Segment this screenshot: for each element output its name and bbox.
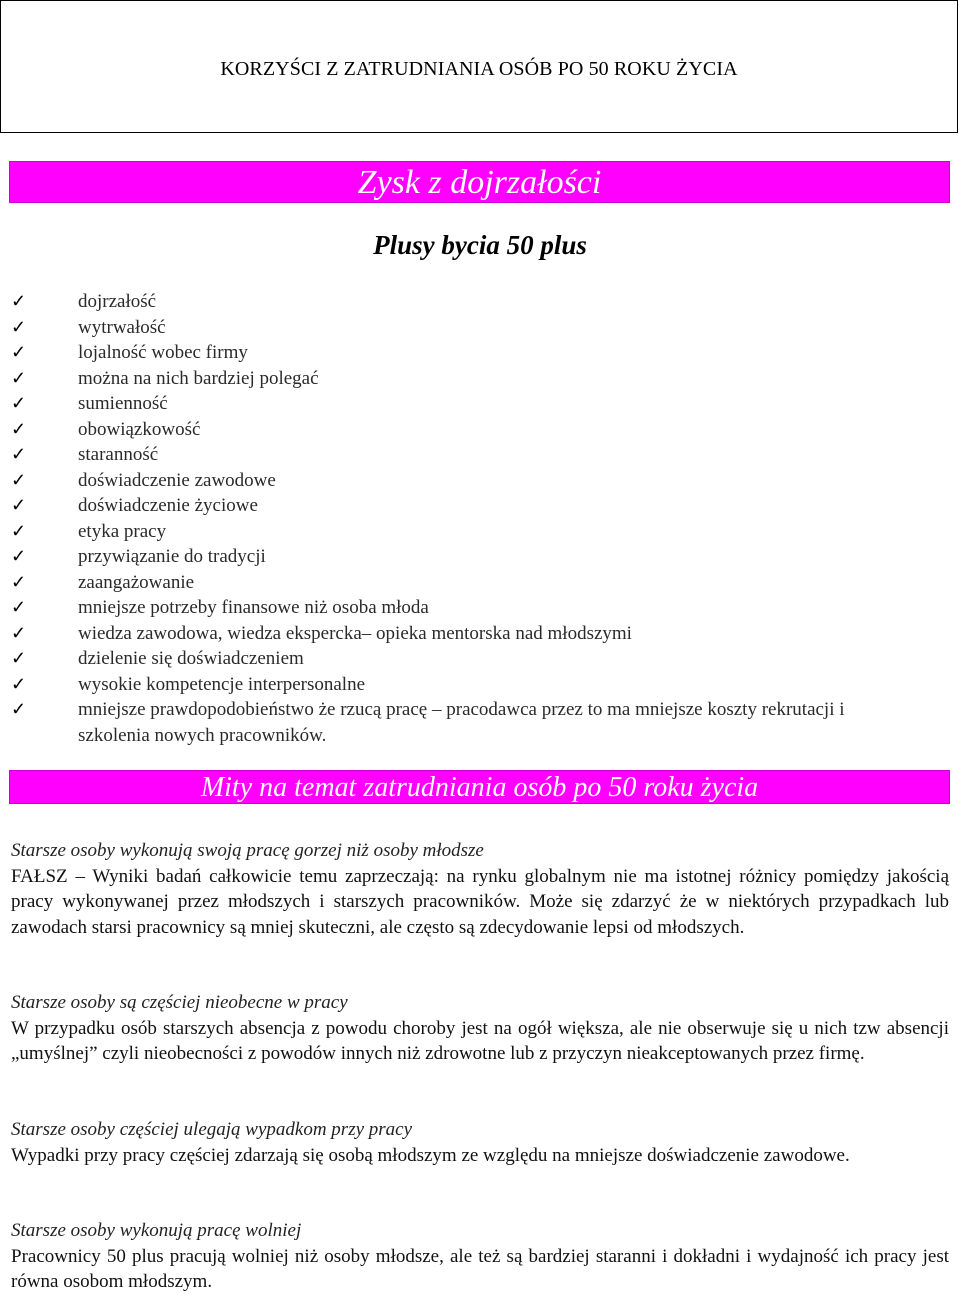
- list-item: [0, 315, 900, 341]
- myth-heading: Starsze osoby częściej ulegają wypadkom przy pracy: [11, 1119, 413, 1140]
- list-item-text: wiedza zawodowa, wiedza ekspercka– opieka mentorska nad młodszymi: [78, 622, 632, 644]
- list-item-text: przywiązanie do tradycji: [78, 546, 266, 567]
- checkmark-icon: ✓: [11, 520, 27, 541]
- checkmark-icon: ✓: [11, 648, 27, 668]
- list-item-text: można na nich bardziej polegać: [78, 367, 319, 389]
- checkmark-icon: ✓: [11, 342, 27, 362]
- list-item-text: lojalność wobec firmy: [78, 342, 248, 363]
- checkmark-icon: ✓: [11, 495, 27, 515]
- checkmark-icon: ✓: [11, 469, 27, 490]
- checkmark-icon: ✓: [11, 622, 27, 643]
- list-item: [0, 672, 900, 698]
- list-item: [0, 697, 900, 748]
- list-item-text: doświadczenie zawodowe: [78, 469, 276, 491]
- checkmark-icon: ✓: [11, 571, 27, 592]
- myth-block: [11, 1117, 949, 1168]
- myth-paragraph: Wypadki przy pracy częściej zdarzają się osobą młodszym ze względu na mniejsze doświadczenie zawodowe.: [11, 1144, 850, 1166]
- list-item-text: obowiązkowość: [78, 418, 201, 440]
- benefits-list: [0, 289, 900, 748]
- list-item: [0, 468, 900, 494]
- list-item: [0, 340, 900, 366]
- section-title-myths: Mity na temat zatrudniania osób po 50 roku życia: [200, 772, 759, 803]
- list-item-text: staranność: [78, 444, 159, 465]
- section-subtitle: [0, 230, 960, 261]
- checkmark-icon: ✓: [11, 291, 27, 311]
- document-title: KORZYŚCI Z ZATRUDNIANIA OSÓB PO 50 ROKU ŻYCIA: [220, 58, 738, 80]
- list-item-text: mniejsze prawdopodobieństwo że rzucą pracę – pracodawca przez to ma mniejsze koszty rekrutacji i szkolenia nowych pracowników.: [78, 699, 845, 746]
- checkmark-icon: ✓: [11, 316, 27, 337]
- list-item-text: wytrwałość: [78, 316, 166, 338]
- list-item: [0, 391, 900, 417]
- list-item: [0, 570, 900, 596]
- list-item-text: zaangażowanie: [78, 571, 195, 593]
- checkmark-icon: ✓: [11, 699, 27, 719]
- myth-paragraph: FAŁSZ – Wyniki badań całkowicie temu zaprzeczają: na rynku globalnym nie ma istotnej różnicy pomiędzy jakością pracy wykonywanej przez młodszych i starszych pracowników. Może się zdarzyć że w niektórych przypadkach lub zawodach starsi pracownicy są mniej skuteczni, ale często są zdecydowanie lepsi od młodszych.: [11, 865, 949, 938]
- myth-heading: Starsze osoby wykonują swoją pracę gorzej niż osoby młodsze: [11, 840, 484, 861]
- subtitle-text: Plusy bycia 50 plus: [373, 230, 587, 260]
- section-banner-benefits: [9, 161, 950, 203]
- checkmark-icon: ✓: [11, 393, 27, 413]
- checkmark-icon: ✓: [11, 444, 27, 464]
- list-item-text: etyka pracy: [78, 520, 167, 542]
- section-title-benefits: Zysk z dojrzałości: [357, 164, 602, 201]
- section-banner-myths: [9, 770, 950, 804]
- list-item: [0, 417, 900, 443]
- list-item-text: wysokie kompetencje interpersonalne: [78, 673, 366, 695]
- checkmark-icon: ✓: [11, 418, 27, 439]
- checkmark-icon: ✓: [11, 597, 27, 617]
- checkmark-icon: ✓: [11, 673, 27, 694]
- list-item: [0, 442, 900, 468]
- list-item: [0, 493, 900, 519]
- myth-block: [11, 990, 949, 1067]
- list-item: [0, 646, 900, 672]
- myth-paragraph: Pracownicy 50 plus pracują wolniej niż osoby młodsze, ale też są bardziej staranni i dokładni i wydajność ich pracy jest równa osobom młodszym.: [11, 1245, 949, 1292]
- list-item: [0, 544, 900, 570]
- list-item-text: doświadczenie życiowe: [78, 495, 258, 516]
- list-item: [0, 519, 900, 545]
- list-item-text: dzielenie się doświadczeniem: [78, 648, 304, 669]
- list-item-text: dojrzałość: [78, 291, 157, 312]
- myth-heading: Starsze osoby wykonują pracę wolniej: [11, 1220, 302, 1241]
- list-item: [0, 621, 900, 647]
- document-header-box: [0, 0, 958, 133]
- list-item: [0, 595, 900, 621]
- checkmark-icon: ✓: [11, 367, 27, 388]
- myth-heading: Starsze osoby są częściej nieobecne w pracy: [11, 992, 348, 1013]
- list-item: [0, 289, 900, 315]
- list-item: [0, 366, 900, 392]
- checkmark-icon: ✓: [11, 546, 27, 566]
- myth-paragraph: W przypadku osób starszych absencja z powodu choroby jest na ogół większa, ale nie obserwuje się u nich tzw absencji „umyślnej” czyli nieobecności z powodów innych niż zdrowotne lub z przyczyn nieakceptowanych przez firmę.: [11, 1017, 949, 1064]
- myth-block: [11, 838, 949, 940]
- list-item-text: sumienność: [78, 393, 168, 414]
- list-item-text: mniejsze potrzeby finansowe niż osoba młoda: [78, 597, 429, 618]
- myth-block: [11, 1218, 949, 1295]
